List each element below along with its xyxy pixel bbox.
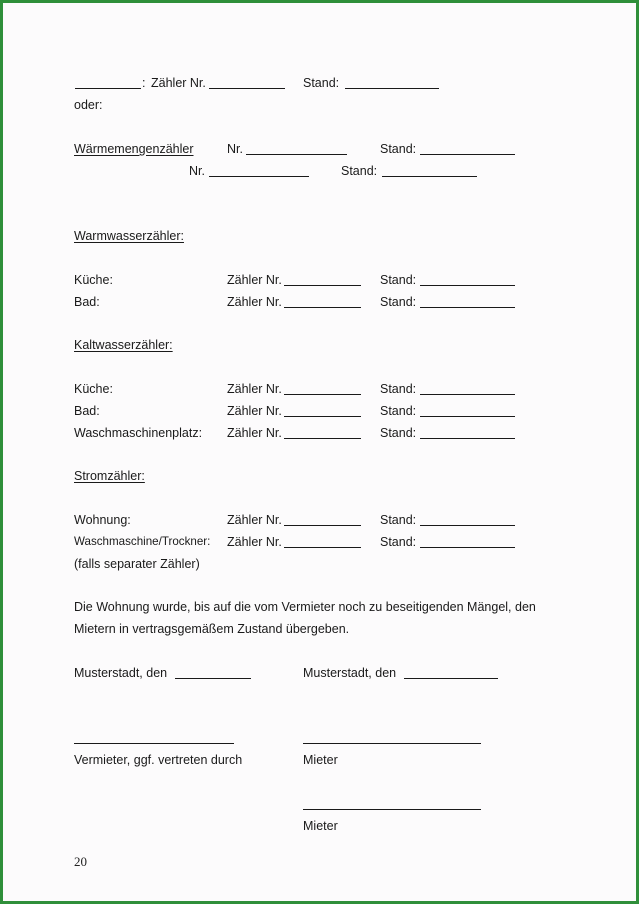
row-label: Waschmaschine/Trockner: [74,535,211,548]
blank-line [382,176,477,177]
stand-label: Stand: [341,164,378,178]
zaehler-label: Zähler Nr. [227,535,282,549]
zaehler-label: Zähler Nr. [227,273,282,287]
blank-line [420,394,515,395]
blank-line [209,88,285,89]
blank-line [420,525,515,526]
blank-line [420,547,515,548]
stand-label: Stand: [380,535,417,549]
signature-line-vermieter [74,743,234,744]
nr-label: Nr. [189,164,205,178]
section-heading-waerme: Wärmemengenzähler [74,142,194,156]
blank-line [246,154,347,155]
statement-line-1: Die Wohnung wurde, bis auf die vom Vermieter noch zu beseitigenden Mängel, den [74,600,536,614]
row-label: Küche: [74,382,113,396]
zaehler-label: Zähler Nr. [227,426,282,440]
row-label: Waschmaschinenplatz: [74,426,203,440]
stand-label: Stand: [380,404,417,418]
row-label: Wohnung: [74,513,131,527]
stand-label: Stand: [380,273,417,287]
blank-line [420,416,515,417]
stand-label: Stand: [303,76,340,90]
vermieter-label: Vermieter, ggf. vertreten durch [74,753,243,767]
signature-line-mieter-2 [303,809,481,810]
document-page [3,3,636,901]
stand-label: Stand: [380,295,417,309]
blank-line [284,394,361,395]
note-text: (falls separater Zähler) [74,557,200,571]
zaehler-label: Zähler Nr. [227,295,282,309]
section-heading-strom: Stromzähler: [74,469,145,483]
row-label: Küche: [74,273,113,287]
page-number: 20 [74,854,87,869]
blank-line [404,678,498,679]
blank-line [420,307,515,308]
statement-line-2: Mietern in vertragsgemäßem Zustand übergeben. [74,622,350,636]
mieter-label: Mieter [303,753,338,767]
colon: : [142,76,146,90]
stand-label: Stand: [380,426,417,440]
zaehler-label: Zähler Nr. [151,76,206,90]
section-heading-kaltwasser: Kaltwasserzähler: [74,338,173,352]
zaehler-label: Zähler Nr. [227,513,282,527]
blank-line [420,154,515,155]
row-label: Bad: [74,295,100,309]
blank-line [175,678,251,679]
oder-text: oder: [74,98,103,112]
mieter-label: Mieter [303,819,338,833]
stand-label: Stand: [380,513,417,527]
blank-line [345,88,439,89]
blank-line [420,438,515,439]
stand-label: Stand: [380,382,417,396]
stand-label: Stand: [380,142,417,156]
place-date-left: Musterstadt, den [74,666,168,680]
row-label: Bad: [74,404,100,418]
blank-line [209,176,309,177]
section-heading-warmwasser: Warmwasserzähler: [74,229,184,243]
signature-line-mieter-1 [303,743,481,744]
blank-line [75,88,141,89]
blank-line [284,307,361,308]
nr-label: Nr. [227,142,243,156]
blank-line [284,416,361,417]
blank-line [284,438,361,439]
zaehler-label: Zähler Nr. [227,404,282,418]
place-date-right: Musterstadt, den [303,666,397,680]
zaehler-label: Zähler Nr. [227,382,282,396]
blank-line [284,285,361,286]
blank-line [420,285,515,286]
blank-line [284,547,361,548]
blank-line [284,525,361,526]
